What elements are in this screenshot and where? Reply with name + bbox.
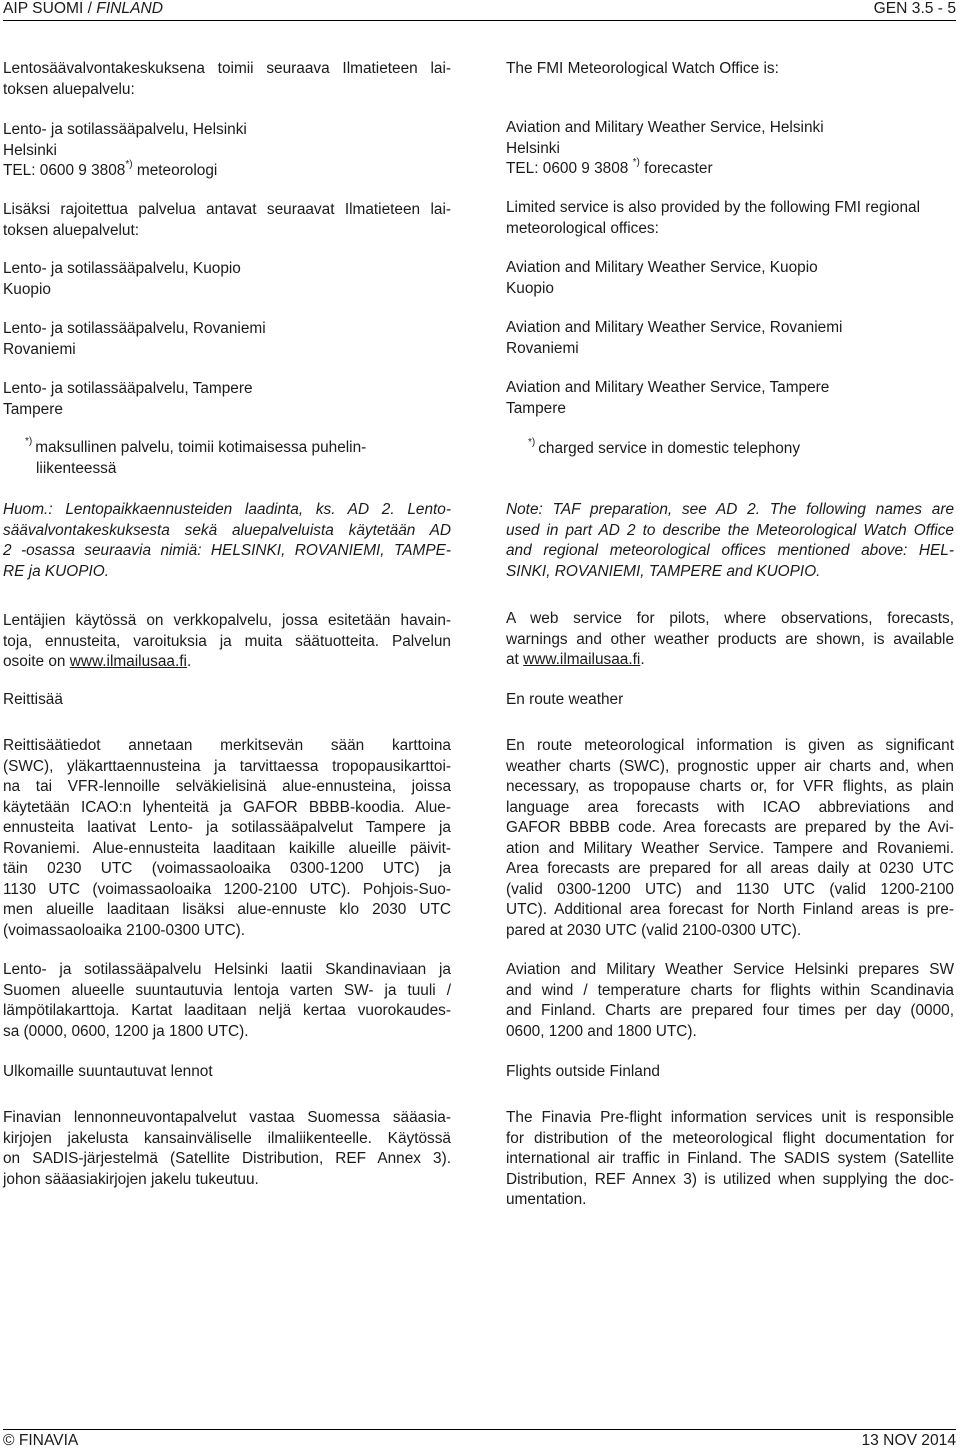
right-footnote [506, 436, 954, 460]
left-footnote [3, 435, 451, 479]
right-helsinki-tel [506, 156, 954, 180]
text-line: and wind / temperature charts for flights within Scandinavia [506, 981, 954, 999]
text-line: RE ja KUOPIO. [3, 562, 110, 580]
text-line: used in part AD 2 to describe the Meteorological Watch Office [506, 521, 954, 539]
text-line: johon sääasiakirjojen jakelu tukeutuu. [3, 1170, 259, 1188]
text-line: Rovaniemi. Alue-ennusteita laaditaan kaikille alueille päivit- [3, 839, 451, 857]
text-line: na tai VFR-lennoille selväkielisinä alue-ennusteina, joissa [3, 778, 451, 795]
left-tampere-office [3, 379, 451, 420]
left-enroute-text [3, 736, 451, 941]
left-web-prefix: osoite on [3, 653, 70, 670]
right-rovaniemi-office [506, 318, 954, 359]
text-line: Kuopio [3, 280, 51, 298]
text-line: 0600, 1200 and 1800 UTC). [506, 1022, 697, 1040]
text-line: pared at 2030 UTC (valid 2100-0300 UTC). [506, 921, 802, 939]
text-line: Distribution, REF Annex 3) is utilized when supplying the doc- [506, 1170, 954, 1188]
left-tel-footnote-mark: *) [125, 158, 133, 170]
text-line: lämpötilakarttoja. Kartat laaditaan neljä kertaa vuorokaudes- [3, 1002, 451, 1019]
text-line: Lento- ja sotilassääpalvelu, Tampere [3, 380, 253, 397]
text-line: Tampere [3, 400, 63, 418]
left-helsinki-lines [3, 120, 451, 161]
text-line: täin 0230 UTC (voimassaoloaika 0300-1200 UTC) ja [3, 860, 451, 877]
left-helsinki-office [3, 120, 451, 182]
text-line: Reittisäätiedot annetaan merkitsevän sään karttoina [3, 737, 451, 754]
text-line: Limited service is also provided by the following FMI regional [506, 199, 921, 216]
text-line: kirjojen jakelusta kansainväliselle ilmaliikenteelle. Käytössä [3, 1129, 451, 1147]
right-tel-footnote-mark: *) [632, 156, 640, 168]
footer-date: 13 NOV 2014 [861, 1432, 956, 1449]
text-line: and Finland. Charts are prepared four times per day (0000, [506, 1002, 954, 1019]
left-finavia-text [3, 1108, 451, 1190]
right-note [506, 500, 954, 582]
text-line: Aviation and Military Weather Service, Tampere [506, 379, 830, 396]
page-header [3, 0, 956, 21]
text-line: Lentosäävalvontakeskuksena toimii seuraava Ilmatieteen lai- [3, 60, 451, 77]
header-page-number: GEN 3.5 - 5 [873, 0, 956, 17]
right-abroad-heading: Flights outside Finland [506, 1063, 660, 1080]
text-line: and regional meteorological offices mentioned above: HEL- [506, 542, 954, 559]
text-line: men alueille laaditaan lisäksi alue-ennuste klo 2030 UTC [3, 901, 451, 918]
text-line: The Finavia Pre-flight information services unit is responsible [506, 1109, 954, 1126]
text-line: Lento- ja sotilassääpalvelu, Kuopio [3, 260, 241, 277]
text-line: En route meteorological information is given as significant [506, 737, 954, 754]
footer-copyright: © FINAVIA [3, 1432, 79, 1449]
right-tampere-office [506, 378, 954, 419]
right-helsinki-prep [506, 960, 954, 1042]
text-line: Huom.: Lentopaikkaennusteiden laadinta, ks. AD 2. Lento- [3, 501, 451, 518]
text-line: Aviation and Military Weather Service, Helsinki [506, 119, 824, 136]
left-footnote-line-2: liikenteessä [36, 459, 117, 477]
right-tel-role: forecaster [639, 160, 713, 177]
left-web-service [3, 611, 451, 673]
text-line: Aviation and Military Weather Service, Kuopio [506, 259, 818, 276]
left-intro [3, 59, 451, 100]
text-line: Kuopio [506, 279, 554, 297]
left-enroute-heading: Reittisää [3, 691, 63, 708]
text-line: Note: TAF preparation, see AD 2. The following names are [506, 501, 954, 518]
text-line: sa (0000, 0600, 1200 ja 1800 UTC). [3, 1022, 249, 1040]
text-line: ennusteita laativat Lento- ja sotilassääpalvelut Tampere ja [3, 819, 451, 836]
left-footnote-line-1: maksullinen palvelu, toimii kotimaisessa puhelin- [35, 439, 367, 456]
right-footnote-text: charged service in domestic telephony [538, 440, 801, 457]
text-line: Lento- ja sotilassääpalvelu, Rovaniemi [3, 320, 266, 337]
left-tel-number: TEL: 0600 9 3808 [3, 162, 126, 179]
text-line: Aviation and Military Weather Service Helsinki prepares SW [506, 961, 954, 978]
text-line: on SADIS-järjestelmä (Satellite Distribution, REF Annex 3). [3, 1150, 451, 1167]
text-line: meteorological offices: [506, 219, 659, 237]
right-finavia-text [506, 1108, 954, 1211]
text-line: käytetään ICAO:n lyhenteitä ja GAFOR BBBB-koodia. Alue- [3, 798, 451, 816]
text-line: necessary, as tropopause charts or, for VFR flights, as plain [506, 778, 954, 795]
left-footnote-mark: *) [25, 435, 33, 447]
text-line: A web service for pilots, where observations, forecasts, [506, 610, 954, 627]
left-helsinki-tel [3, 158, 451, 182]
header-country: FINLAND [96, 0, 164, 17]
text-line: Rovaniemi [506, 339, 579, 357]
left-web-lines [3, 611, 451, 652]
text-line: for distribution of the meteorological flight documentation for [506, 1129, 954, 1147]
right-tel-number: TEL: 0600 9 3808 [506, 160, 633, 177]
right-kuopio-office [506, 258, 954, 299]
text-line: Suomen alueelle suuntautuvia lentoja varten SW- ja tuuli / [3, 981, 451, 999]
text-line: 2 -osassa seuraavia nimiä: HELSINKI, ROVANIEMI, TAMPE- [3, 542, 451, 559]
right-web-link[interactable]: www.ilmailusaa.fi [523, 651, 641, 668]
text-line: SINKI, ROVANIEMI, TAMPERE and KUOPIO. [506, 562, 821, 580]
right-enroute-heading: En route weather [506, 691, 624, 708]
text-line: toksen aluepalvelut: [3, 221, 140, 239]
left-rovaniemi-office [3, 319, 451, 360]
left-note [3, 500, 451, 582]
header-left [3, 0, 163, 20]
text-line: Rovaniemi [3, 340, 76, 358]
text-line: Lento- ja sotilassääpalvelu Helsinki laatii Skandinaviaan ja [3, 961, 451, 978]
text-line: GAFOR BBBB code. Area forecasts are prepared by the Avi- [506, 819, 954, 836]
text-line: Lentäjien käytössä on verkkopalvelu, jossa esitetään havain- [3, 612, 451, 629]
right-web-lines [506, 609, 954, 650]
text-line: toja, ennusteita, varoituksia ja muita säätuotteita. Palvelun [3, 632, 451, 650]
text-line: Helsinki [3, 141, 57, 159]
right-helsinki-lines [506, 118, 954, 159]
text-line: Lisäksi rajoitettua palvelua antavat seuraavat Ilmatieteen lai- [3, 201, 451, 218]
text-line: international air traffic in Finland. The SADIS system (Satellite [506, 1150, 954, 1167]
right-enroute-text [506, 736, 954, 941]
left-abroad-heading: Ulkomaille suuntautuvat lennot [3, 1063, 213, 1080]
text-line: umentation. [506, 1191, 587, 1208]
text-line: toksen aluepalvelu: [3, 80, 135, 98]
text-line: Tampere [506, 399, 566, 417]
left-kuopio-office [3, 259, 451, 300]
right-web-service [506, 609, 954, 671]
right-intro: The FMI Meteorological Watch Office is: [506, 60, 779, 77]
left-helsinki-prep [3, 960, 451, 1042]
text-line: language area forecasts with ICAO abbreviations and [506, 798, 954, 816]
left-tel-role: meteorologi [132, 162, 218, 179]
text-line: (valid 0300-1200 UTC) and 1130 UTC (valid 1200-2100 [506, 880, 954, 898]
page-footer [3, 1429, 956, 1450]
text-line: 1130 UTC (voimassaoloaika 1200-2100 UTC). Pohjois-Suo- [3, 880, 451, 898]
left-web-link[interactable]: www.ilmailusaa.fi [69, 653, 187, 670]
text-line: Area forecasts are prepared for all areas daily at 0230 UTC [506, 860, 954, 877]
text-line: UTC). Additional area forecast for North Finland areas is pre- [506, 901, 954, 918]
text-line: Helsinki [506, 139, 560, 157]
right-web-period: . [640, 651, 645, 668]
text-line: säävalvontakeskuksesta sekä aluepalveluista käytetään AD [3, 521, 451, 539]
text-line: Aviation and Military Weather Service, Rovaniemi [506, 319, 843, 336]
right-footnote-mark: *) [528, 436, 536, 448]
text-line: Finavian lennonneuvontapalvelut vastaa Suomessa sääasia- [3, 1109, 451, 1126]
text-line: warnings and other weather products are shown, is available [506, 630, 954, 648]
text-line: Lento- ja sotilassääpalvelu, Helsinki [3, 121, 247, 138]
text-line: (SWC), yläkarttaennusteina ja tarvittaessa tropopausikarttoi- [3, 757, 451, 775]
header-aip-label: AIP SUOMI / [3, 0, 97, 17]
left-web-period: . [186, 653, 192, 670]
text-line: ation and Military Weather Service. Tampere and Rovaniemi. [506, 839, 954, 857]
text-line: (voimassaoloaika 2100-0300 UTC). [3, 921, 246, 939]
right-helsinki-office [506, 118, 954, 180]
left-limited-service [3, 200, 451, 241]
right-web-prefix: at [506, 651, 524, 668]
right-limited-service [506, 198, 954, 239]
text-line: weather charts (SWC), prognostic upper air charts and, when [506, 757, 954, 775]
